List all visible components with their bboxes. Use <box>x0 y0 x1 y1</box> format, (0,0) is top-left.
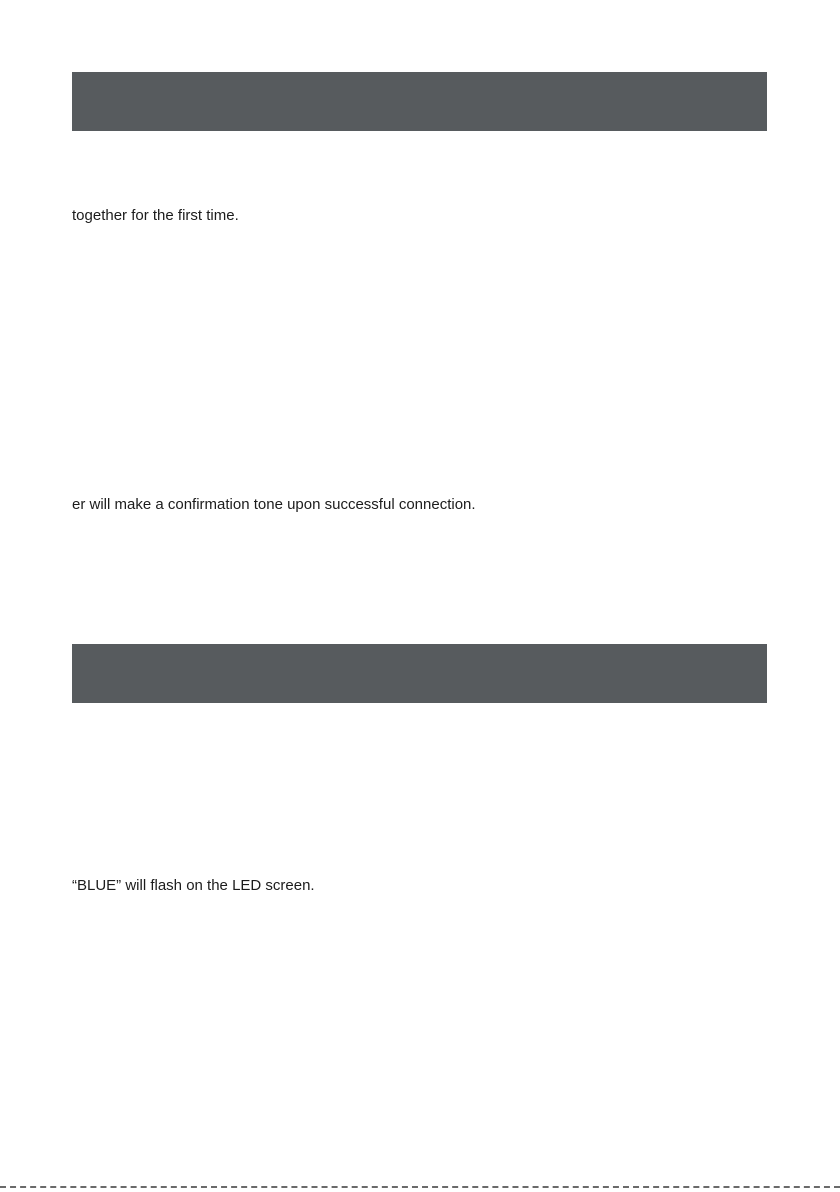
section-header-bar <box>72 72 767 131</box>
instruction-text: together for the first time. <box>72 207 239 224</box>
page-bottom-dashed-edge <box>0 1186 840 1188</box>
instruction-text: “BLUE” will flash on the LED screen. <box>72 877 315 894</box>
section-header-bar <box>72 644 767 703</box>
instruction-text: er will make a confirmation tone upon successful connection. <box>72 496 476 513</box>
